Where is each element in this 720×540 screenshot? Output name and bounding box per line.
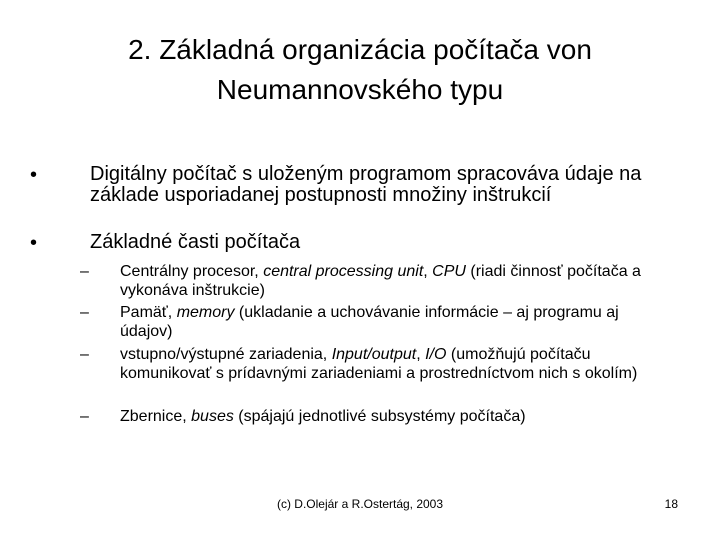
bullet-marker: • xyxy=(30,232,38,254)
slide-title-line-1: 2. Základná organizácia počítača von xyxy=(128,34,592,65)
sub-bullet-marker: – xyxy=(80,346,89,363)
bullet-marker: • xyxy=(30,164,38,186)
page-number: 18 xyxy=(664,497,678,511)
sub-bullet-text: Centrálny procesor, central processing unit, CPU (riadi činnosť počítača a vykonáva inštrukcie) xyxy=(120,263,641,299)
sub-bullet-marker: – xyxy=(80,304,89,321)
footer-copyright: (c) D.Olejár a R.Ostertág, 2003 xyxy=(276,497,444,511)
sub-bullet-text: Pamäť, memory (ukladanie a uchovávanie informácie – aj programu aj údajov) xyxy=(120,304,619,340)
bullet-text: Digitálny počítač s uloženým programom spracováva údaje na základe usporiadanej postupnosti množiny inštrukcií xyxy=(90,163,642,206)
bullet-text: Základné časti počítača xyxy=(90,231,301,253)
slide-title xyxy=(40,30,680,110)
sub-bullet-marker: – xyxy=(80,408,89,425)
sub-bullet-text: Zbernice, buses (spájajú jednotlivé subsystémy počítača) xyxy=(120,408,526,425)
sub-bullet-marker: – xyxy=(80,263,89,280)
slide-title-line-2: Neumannovského typu xyxy=(216,74,504,105)
sub-bullet-text: vstupno/výstupné zariadenia, Input/output, I/O (umožňujú počítaču komunikovať s prídavnými zariadeniami a prostredníctvom nich s okolím) xyxy=(120,346,638,382)
